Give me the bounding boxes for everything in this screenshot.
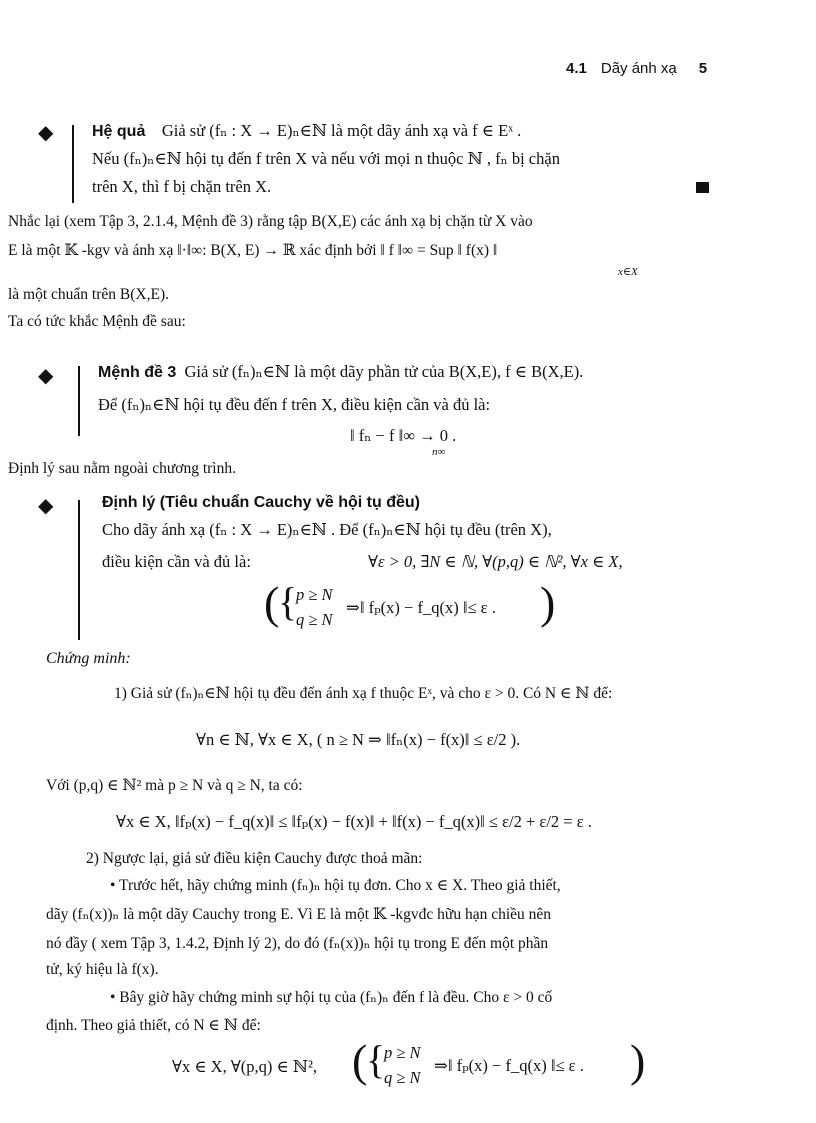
block-rule [78,500,80,640]
corollary-heading: Hệ quả [92,123,146,140]
section-title: Dãy ánh xạ [600,60,677,77]
right-paren-icon: ) [540,577,556,628]
end-of-proof-square-icon [696,182,709,193]
block-rule [72,125,74,203]
system-rhs: ⇒‖ fₚ(x) − f_q(x) ‖≤ ε . [346,598,496,617]
proof-para-8: • Bây giờ hãy chứng minh sự hội tụ của (fₙ)ₙ đến f là đều. Cho ε > 0 cố [110,989,553,1006]
diamond-bullet-icon: ◆ [38,365,54,387]
proposition-heading: Mệnh đề 3 [98,364,177,381]
theorem-line-1: Cho dãy ánh xạ (fₙ : X → E)ₙ∈ℕ . Để (fₙ)ₙ∈ℕ hội tụ đều (trên X), [102,520,552,539]
corollary-line-3: trên X, thì f bị chặn trên X. [92,177,272,196]
theorem-heading: Định lý (Tiêu chuẩn Cauchy về hội tụ đều) [102,494,420,511]
proof-para-7: tử, ký hiệu là f(x). [46,961,159,978]
proof-heading: Chứng minh: [46,650,131,667]
proposition-formula: ‖ fₙ − f ‖∞ → 0 . [350,426,457,445]
proof-para-1: 1) Giả sử (fₙ)ₙ∈ℕ hội tụ đều đến ánh xạ f thuộc Eˣ, và cho ε > 0. Có N ∈ ℕ để: [114,685,613,702]
proposition-line-2: Để (fₙ)ₙ∈ℕ hội tụ đều đến f trên X, điều kiện cần và đủ là: [98,395,491,414]
proof-para-9: định. Theo giả thiết, có N ∈ ℕ để: [46,1017,261,1034]
corollary-line-2: Nếu (fₙ)ₙ∈ℕ hội tụ đến f trên X và nếu với mọi n thuộc ℕ , fₙ bị chặn [92,149,560,168]
system-p: p ≥ N [296,585,333,604]
intro-line-4: Ta có tức khắc Mệnh đề sau: [8,313,186,330]
diamond-bullet-icon: ◆ [38,122,54,144]
proof-para-4: • Trước hết, hãy chứng minh (fₙ)ₙ hội tụ đơn. Cho x ∈ X. Theo giả thiết, [110,877,561,894]
left-paren-icon: ( [264,577,280,628]
left-brace-icon: { [278,579,298,624]
system-q: q ≥ N [296,610,333,629]
proof-para-6: nó đầy ( xem Tập 3, 1.4.2, Định lý 2), do đó (fₙ(x))ₙ hội tụ trong E đến một phần [46,935,549,952]
right-paren-icon: ) [630,1035,646,1086]
formula-subscript: n∞ [432,446,446,458]
proof-equation-2: ∀x ∈ X, ‖fₚ(x) − f_q(x)‖ ≤ ‖fₚ(x) − f(x)‖ + ‖f(x) − f_q(x)‖ ≤ ε/2 + ε/2 = ε . [116,812,592,831]
proof-equation-3-lhs: ∀x ∈ X, ∀(p,q) ∈ ℕ², [172,1057,318,1076]
intro-line-1: Nhắc lại (xem Tập 3, 2.1.4, Mệnh đề 3) rằng tập B(X,E) các ánh xạ bị chặn từ X vào [8,213,533,230]
proposition-line-1: Mệnh đề 3 Giả sử (fₙ)ₙ∈ℕ là một dãy phần tử của B(X,E), f ∈ B(X,E). [98,362,584,381]
left-brace-icon: { [366,1037,386,1082]
proof-para-3: 2) Ngược lại, giả sử điều kiện Cauchy được thoả mãn: [86,850,423,867]
proof-equation-1: ∀n ∈ ℕ, ∀x ∈ X, ( n ≥ N ⇒ ‖fₙ(x) − f(x)‖ ≤ ε/2 ). [196,730,521,749]
theorem-intro: Định lý sau nằm ngoài chương trình. [8,460,236,477]
block-rule [78,366,80,436]
intro-line-2: E là một 𝕂 -kgv và ánh xạ ‖·‖∞: B(X, E) → ℝ xác định bởi ‖ f ‖∞ = Sup ‖ f(x) ‖ [8,242,498,259]
eq3-q: q ≥ N [384,1068,421,1087]
proof-para-2: Với (p,q) ∈ ℕ² mà p ≥ N và q ≥ N, ta có: [46,777,303,794]
eq3-rhs: ⇒‖ fₚ(x) − f_q(x) ‖≤ ε . [434,1056,584,1075]
theorem-line-2b: ∀ε > 0, ∃N ∈ ℕ, ∀(p,q) ∈ ℕ², ∀x ∈ X, [368,552,623,571]
intro-line-3: là một chuẩn trên B(X,E). [8,286,169,303]
eq3-p: p ≥ N [384,1043,421,1062]
diamond-bullet-icon: ◆ [38,495,54,517]
section-number: 4.1 [566,60,587,77]
left-paren-icon: ( [352,1035,368,1086]
theorem-line-2a: điều kiện cần và đủ là: [102,552,251,571]
running-header [566,60,707,77]
page-number: 5 [698,60,708,77]
proof-para-5: dãy (fₙ(x))ₙ là một dãy Cauchy trong E. Vì E là một 𝕂 -kgvđc hữu hạn chiều nên [46,906,552,923]
corollary-line-1: Hệ quả Giả sử (fₙ : X → E)ₙ∈ℕ là một dãy ánh xạ và f ∈ Eˣ . [92,121,522,140]
sup-subscript: x∈X [618,266,638,278]
